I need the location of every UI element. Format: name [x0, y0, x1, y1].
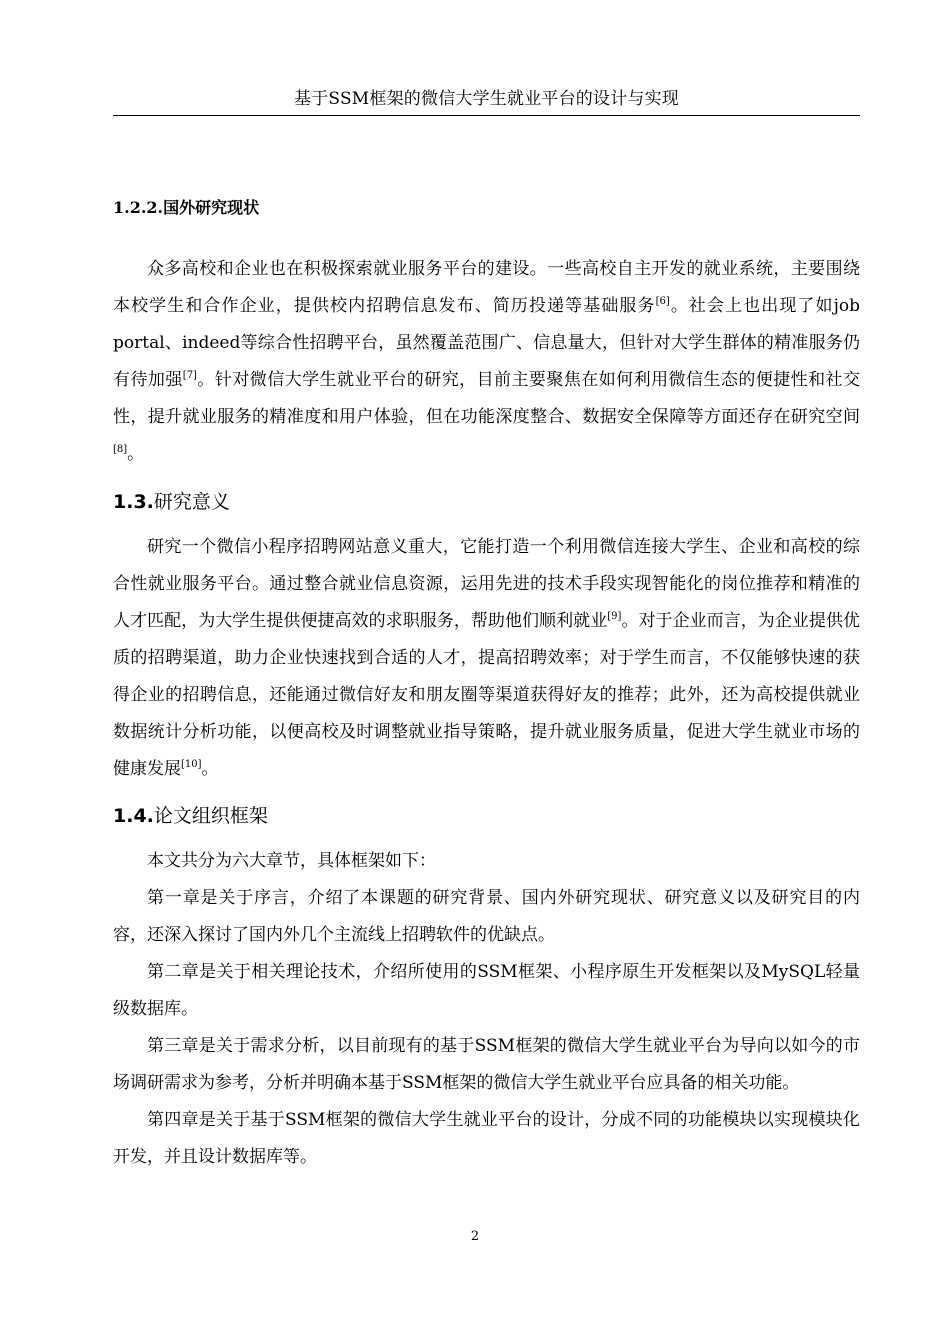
- paragraph-text: 本文共分为六大章节，具体框架如下：: [147, 851, 436, 871]
- paragraph-text: 。: [201, 759, 219, 779]
- paragraph-text: 。社会上也出现了如job portal、indeed等综合性招聘平台，虽然覆盖范围广、信息量大，但针对大学生群体的精准服务仍有待加强: [113, 296, 860, 390]
- paragraph-text: 第一章是关于序言，介绍了本课题的研究背景、国内外研究现状、研究意义以及研究目的内容，还深入探讨了国内外几个主流线上招聘软件的优缺点。: [113, 888, 860, 945]
- header-rule: [113, 115, 860, 116]
- paragraph-research-significance: [113, 529, 860, 788]
- section-heading-1-3: [113, 489, 230, 515]
- section-heading-1-4: [113, 803, 268, 829]
- citation-ref: [8]: [113, 444, 128, 455]
- section-heading-1-2-2: 1.2.2.国外研究现状: [113, 198, 260, 217]
- citation-ref: [6]: [655, 296, 670, 307]
- heading-text: 研究意义: [153, 491, 230, 513]
- paragraph-text: 第四章是关于基于SSM框架的微信大学生就业平台的设计，分成不同的功能模块以实现模块化开发，并且设计数据库等。: [113, 1110, 860, 1167]
- paragraph-framework-list: [113, 843, 860, 1176]
- paragraph-foreign-research: [113, 251, 860, 473]
- paragraph-text: 。: [127, 444, 145, 464]
- heading-number: 1.4.: [113, 805, 154, 827]
- paragraph-text: 众多高校和企业也在积极探索就业服务平台的建设。一些高校自主开发的就业系统，主要围绕本校学生和合作企业，提供校内招聘信息发布、简历投递等基础服务: [113, 259, 860, 316]
- citation-ref: [9]: [607, 611, 622, 622]
- heading-text: 论文组织框架: [153, 805, 268, 827]
- paragraph-text: 第三章是关于需求分析，以目前现有的基于SSM框架的微信大学生就业平台为导向以如今的市场调研需求为参考，分析并明确本基于SSM框架的微信大学生就业平台应具备的相关功能。: [113, 1036, 860, 1093]
- paragraph-text: 。针对微信大学生就业平台的研究，目前主要聚焦在如何利用微信生态的便捷性和社交性，提升就业服务的精准度和用户体验，但在功能深度整合、数据安全保障等方面还存在研究空间: [113, 370, 861, 427]
- paragraph-text: 第二章是关于相关理论技术，介绍所使用的SSM框架、小程序原生开发框架以及MySQL轻量级数据库。: [113, 962, 860, 1019]
- page-number: 2: [470, 1229, 480, 1244]
- paragraph-text: 研究一个微信小程序招聘网站意义重大，它能打造一个利用微信连接大学生、企业和高校的综合性就业服务平台。通过整合就业信息资源，运用先进的技术手段实现智能化的岗位推荐和精准的人才匹配，为大学生提供便捷高效的求职服务，帮助他们顺利就业: [113, 537, 860, 631]
- heading-number: 1.3.: [113, 491, 154, 513]
- running-header: 基于SSM框架的微信大学生就业平台的设计与实现: [294, 89, 679, 109]
- citation-ref: [7]: [182, 370, 197, 381]
- paragraph-text: 。对于企业而言，为企业提供优质的招聘渠道，助力企业快速找到合适的人才，提高招聘效率；对于学生而言，不仅能够快速的获得企业的招聘信息，还能通过微信好友和朋友圈等渠道获得好友的推荐；此外，还为高校提供就业数据统计分析功能，以便高校及时调整就业指导策略，提升就业服务质量，促进大学生就业市场的健康发展: [113, 611, 861, 779]
- citation-ref: [10]: [181, 759, 202, 770]
